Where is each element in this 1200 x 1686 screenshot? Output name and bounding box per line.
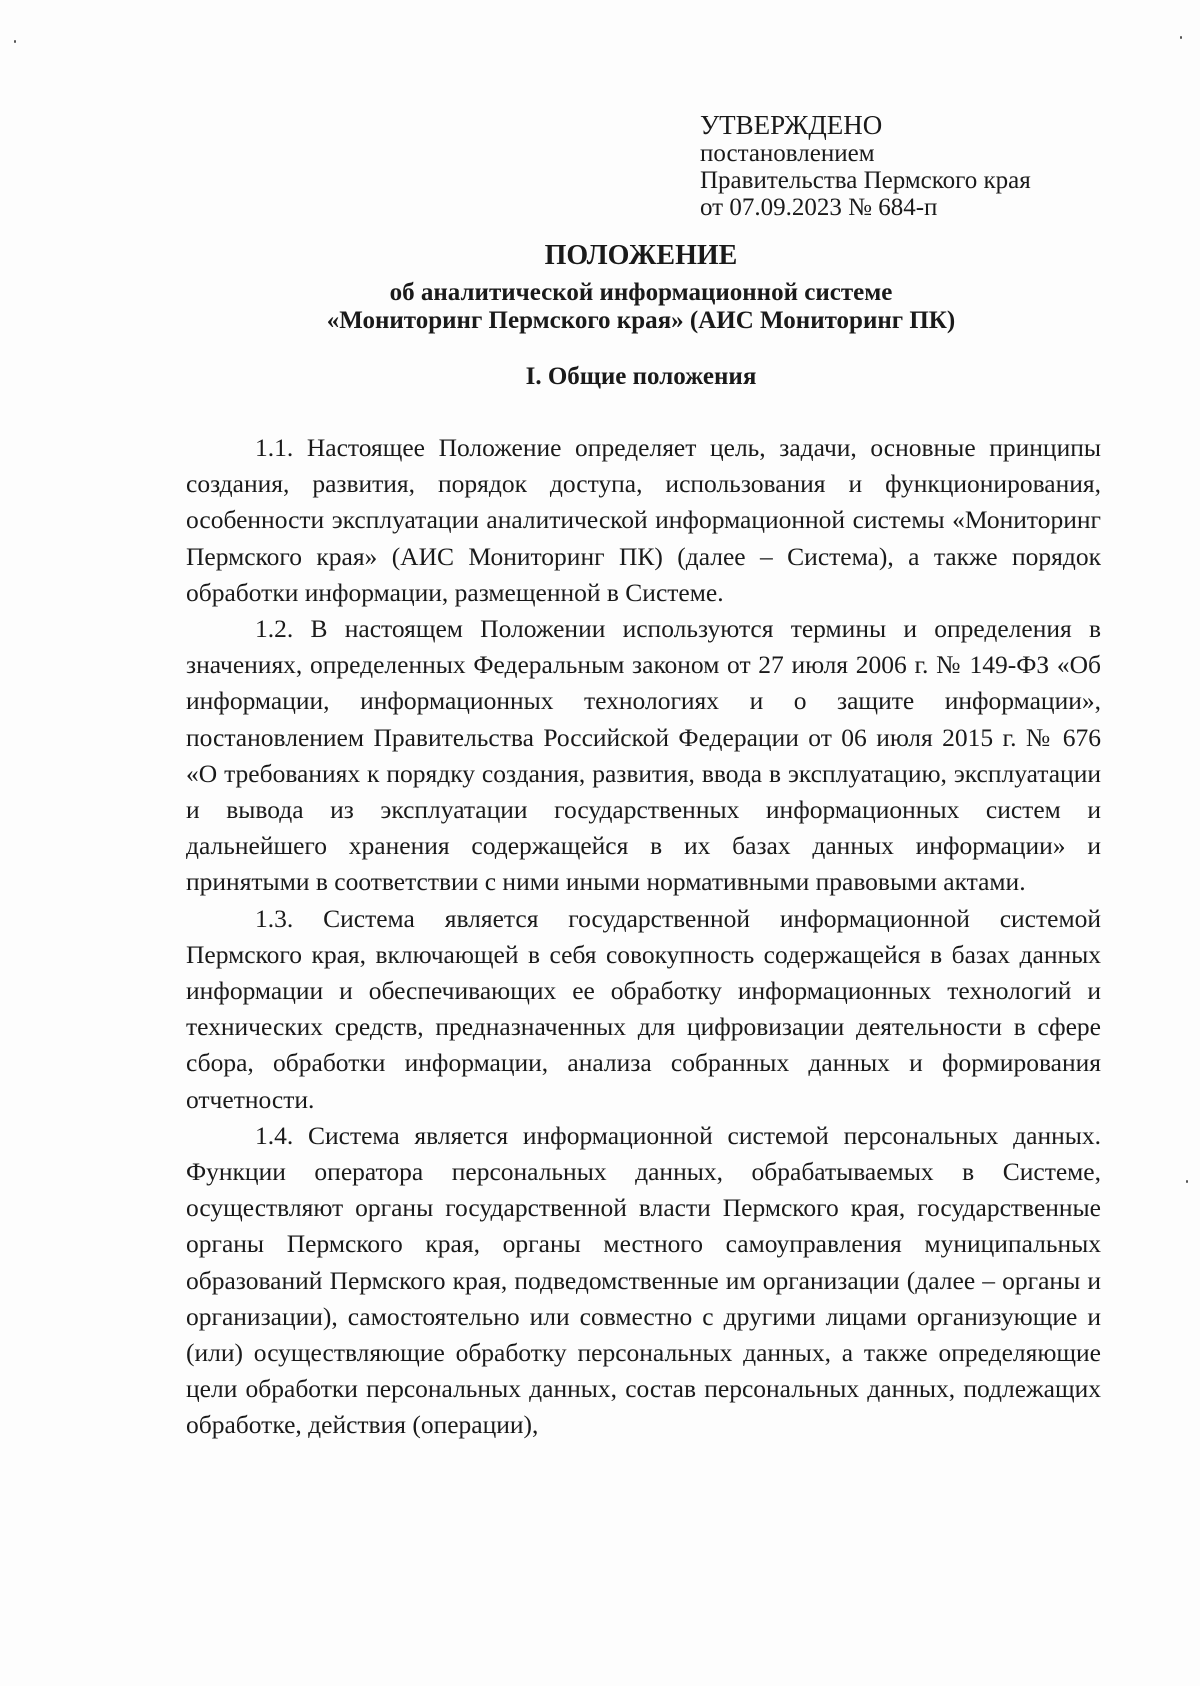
scan-speck [1180,36,1182,39]
approval-stamp [700,110,1031,221]
paragraph-1-2: 1.2. В настоящем Положении используются термины и определения в значениях, определенных Федеральным законом от 27 июля 2006 г. № 149-ФЗ «Об информации, информационных технологиях и о защите информации», постановлением Правительства Российской Федерации от 06 июля 2015 г. № 676 «О требованиях к порядку создания, развития, ввода в эксплуатацию, эксплуатации и вывода из эксплуатации государственных информационных систем и дальнейшего хранения содержащейся в их базах данных информации» и принятыми в соответствии с ними иными нормативными правовыми актами. [186,614,1101,897]
subtitle-line-2: «Мониторинг Пермского края» (АИС Мониторинг ПК) [326,307,956,334]
section-heading: I. Общие положения [525,363,757,390]
paragraph-1-1: 1.1. Настоящее Положение определяет цель, задачи, основные принципы создания, развития, порядок доступа, использования и функционирования, особенности эксплуатации аналитической информационной системы «Мониторинг Пермского края» (АИС Мониторинг ПК) (далее – Система), а также порядок обработки информации, размещенной в Системе. [186,433,1101,607]
scan-speck [1186,1180,1188,1183]
approval-line-resolution: постановлением [700,140,875,167]
subtitle-line-1: об аналитической информационной системе [389,279,893,306]
approval-line-date-number: от 07.09.2023 № 684-п [700,194,938,221]
document-subtitle [0,279,1200,335]
paragraph-1-3: 1.3. Система является государственной информационной системой Пермского края, включающей в себя совокупность содержащейся в базах данных информации и обеспечивающих ее обработку информационных технологий и технических средств, предназначенных для цифровизации деятельности в сфере сбора, обработки информации, анализа собранных данных и формирования отчетности. [186,903,1101,1114]
paragraph-1-4: 1.4. Система является информационной системой персональных данных. Функции оператора персональных данных, обрабатываемых в Системе, осуществляют органы государственной власти Пермского края, государственные органы Пермского края, органы местного самоуправления муниципальных образований Пермского края, подведомственные им организации (далее – органы и организации), самостоятельно или совместно с другими лицами организующие и (или) осуществляющие обработку персональных данных, а также определяющие цели обработки персональных данных, состав персональных данных, подлежащих обработке, действия (операции), [186,1120,1101,1440]
scan-speck [14,40,16,43]
document-body [186,430,1101,1444]
approval-line-government: Правительства Пермского края [700,167,1031,194]
document-title: ПОЛОЖЕНИЕ [544,240,738,271]
approval-heading: УТВЕРЖДЕНО [700,110,883,140]
